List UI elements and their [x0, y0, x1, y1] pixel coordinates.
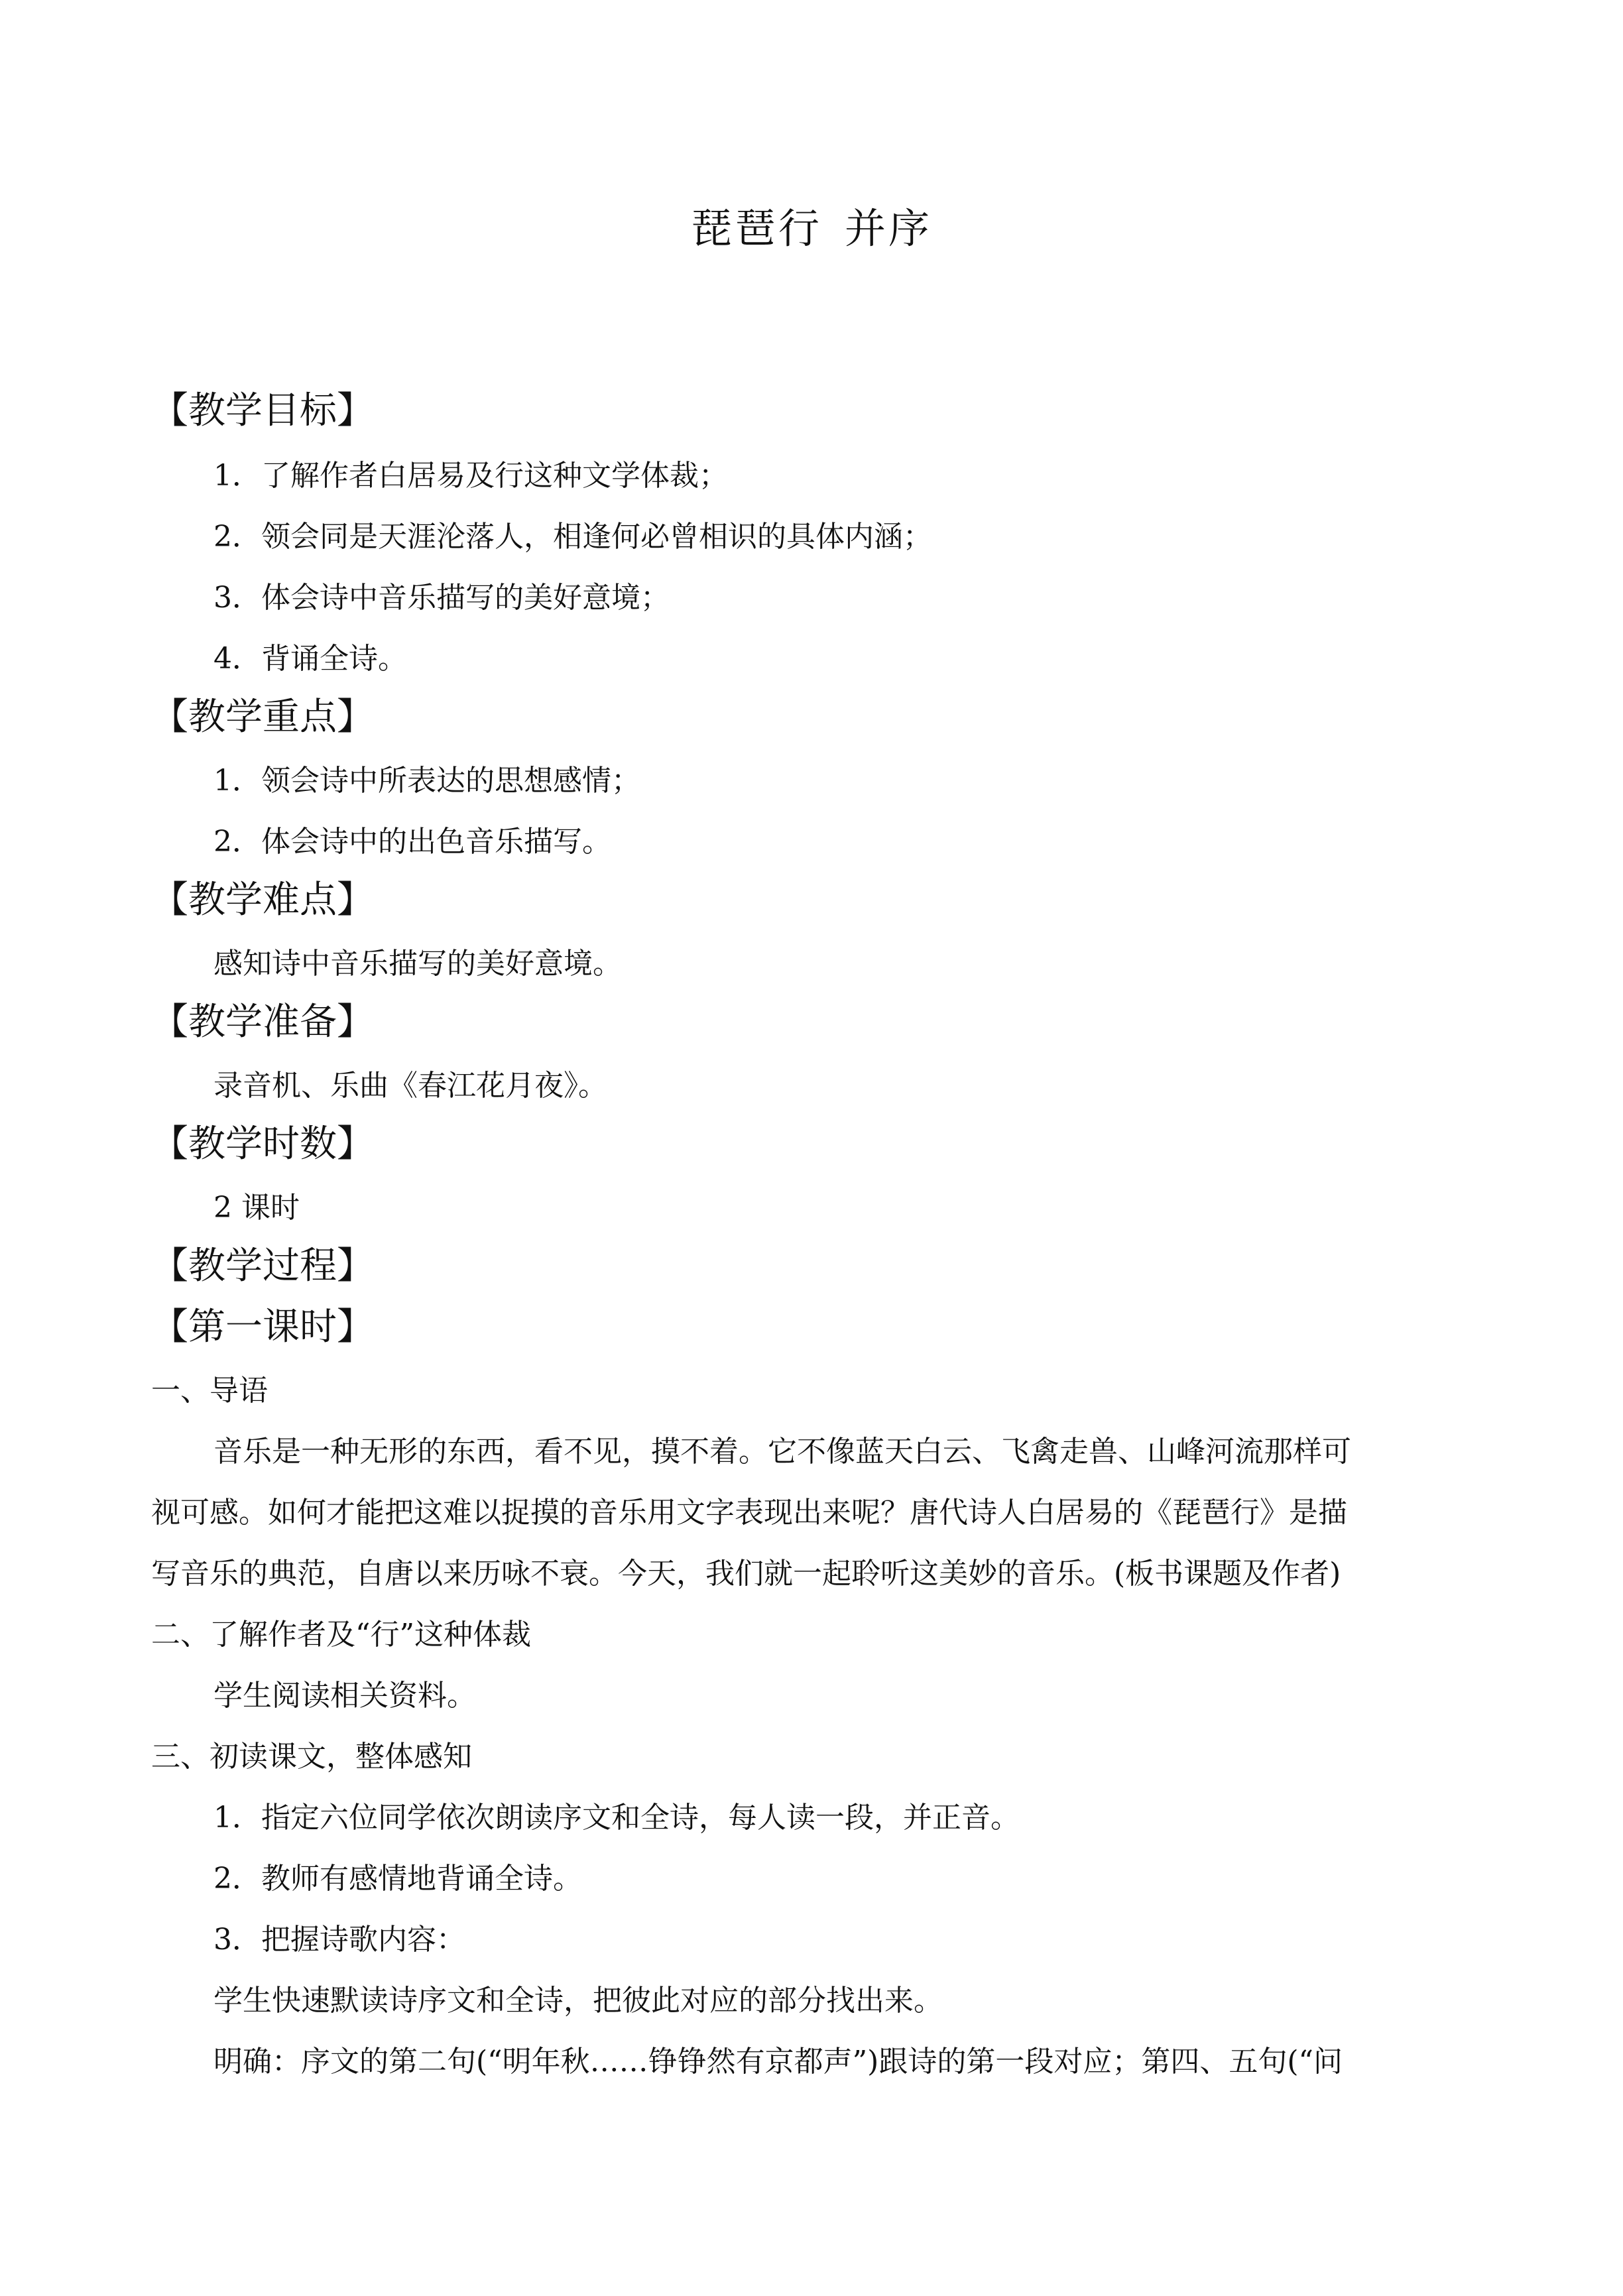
- reading-item-1: 1．指定六位同学依次朗读序文和全诗，每人读一段，并正音。: [213, 1801, 1020, 1835]
- author-text: 学生阅读相关资料。: [213, 1679, 476, 1713]
- section-author-heading: 二、了解作者及“行”这种体裁: [151, 1618, 531, 1652]
- difficulties-text: 感知诗中音乐描写的美好意境。: [213, 947, 622, 981]
- title-main: 琵琶行: [690, 204, 822, 253]
- heading-teaching-hours: 【教学时数】: [151, 1122, 374, 1166]
- key-point-item-1: 1．领会诗中所表达的思想感情；: [213, 764, 640, 798]
- title-sub: 并序: [845, 204, 933, 253]
- heading-process: 【教学过程】: [151, 1244, 374, 1288]
- intro-paragraph-line-1: 音乐是一种无形的东西，看不见，摸不着。它不像蓝天白云、飞禽走兽、山峰河流那样可: [213, 1435, 1351, 1469]
- key-point-item-2: 2．体会诗中的出色音乐描写。: [213, 825, 611, 859]
- reading-item-3: 3．把握诗歌内容：: [213, 1923, 465, 1957]
- goal-item-1: 1．了解作者白居易及行这种文学体裁；: [213, 459, 728, 493]
- heading-key-points: 【教学重点】: [151, 695, 374, 739]
- reading-item-2: 2．教师有感情地背诵全诗。: [213, 1862, 582, 1896]
- intro-paragraph-line-2: 视可感。如何才能把这难以捉摸的音乐用文字表现出来呢？唐代诗人白居易的《琵琶行》是描: [151, 1496, 1347, 1530]
- goal-item-4: 4．背诵全诗。: [213, 642, 407, 676]
- heading-teaching-goals: 【教学目标】: [151, 389, 374, 432]
- document-title: [0, 202, 1623, 255]
- section-intro-heading: 一、导语: [151, 1374, 268, 1408]
- heading-difficulties: 【教学难点】: [151, 878, 374, 922]
- intro-paragraph-line-3: 写音乐的典范，自唐以来历咏不衰。今天，我们就一起聆听这美妙的音乐。(板书课题及作者): [151, 1557, 1341, 1591]
- goal-item-2: 2．领会同是天涯沦落人，相逢何必曾相识的具体内涵；: [213, 520, 932, 554]
- section-reading-heading: 三、初读课文，整体感知: [151, 1740, 472, 1774]
- reading-answer: 明确：序文的第二句(“明年秋……铮铮然有京都声”)跟诗的第一段对应；第四、五句(“问: [213, 2045, 1343, 2079]
- preparation-text: 录音机、乐曲《春江花月夜》。: [213, 1069, 607, 1103]
- goal-item-3: 3．体会诗中音乐描写的美好意境；: [213, 581, 670, 615]
- hours-text: 2 课时: [213, 1191, 300, 1225]
- heading-lesson-1: 【第一课时】: [151, 1305, 374, 1349]
- reading-task: 学生快速默读诗序文和全诗，把彼此对应的部分找出来。: [213, 1984, 943, 2018]
- heading-preparation: 【教学准备】: [151, 1000, 374, 1044]
